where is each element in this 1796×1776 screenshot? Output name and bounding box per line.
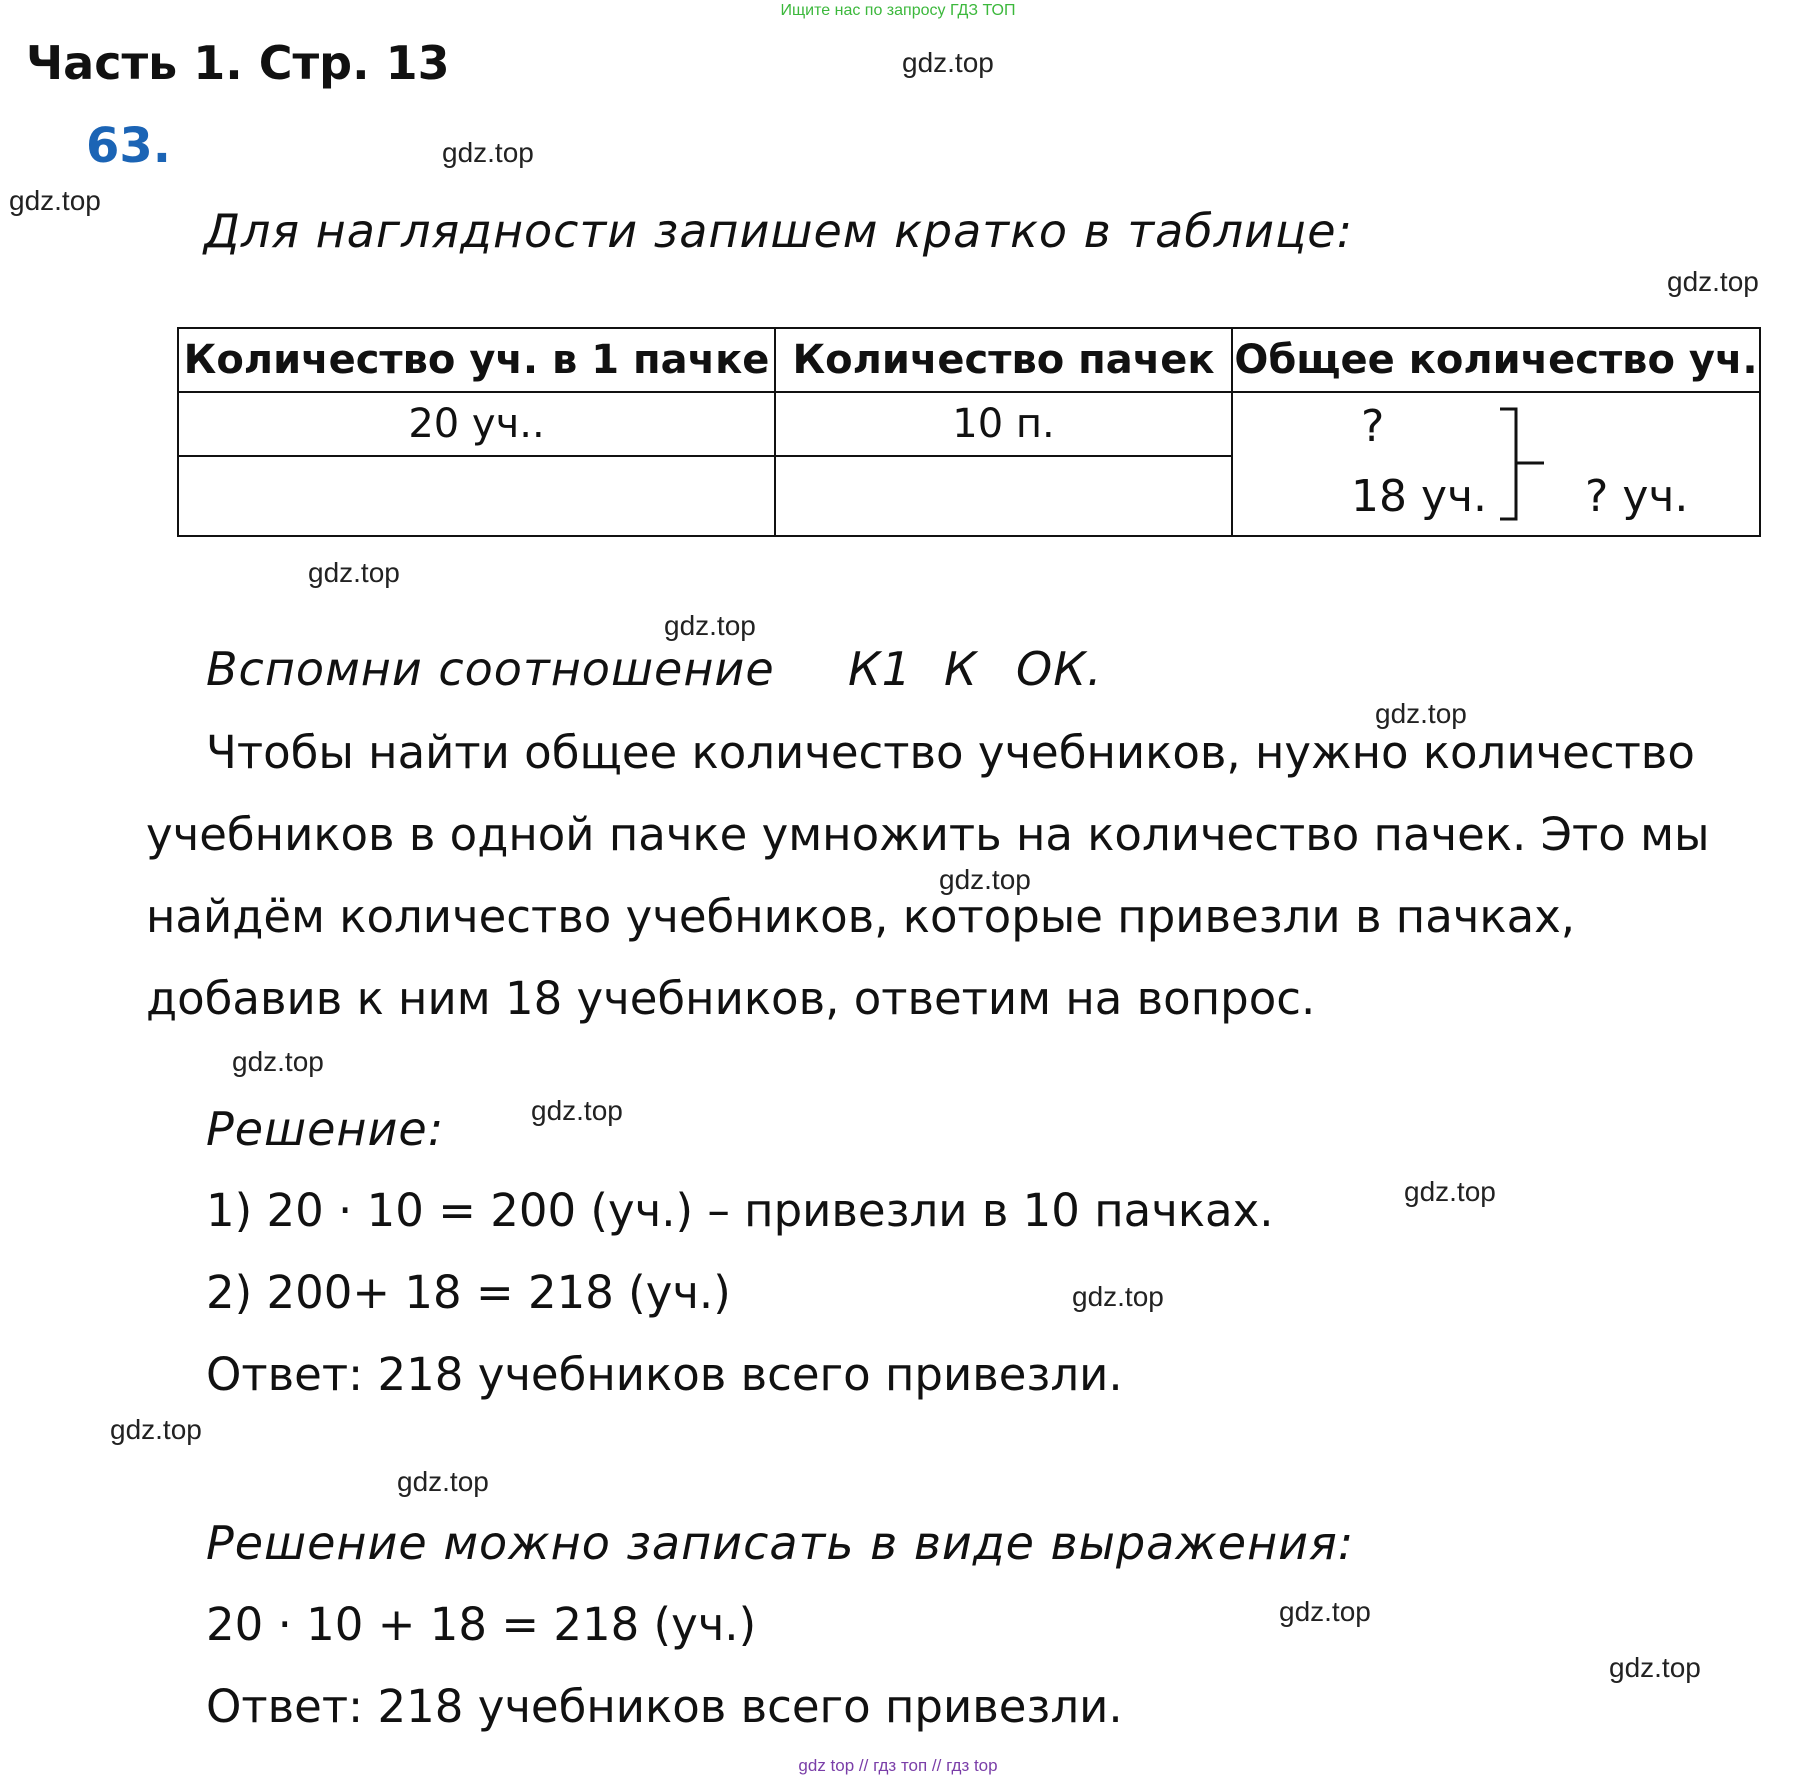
table-header: Количество уч. в 1 пачке [178, 328, 775, 392]
watermark: gdz.top [397, 1466, 489, 1497]
task-number: 63. [86, 118, 172, 174]
extra-value: 18 уч. [1351, 471, 1487, 522]
expression-title: Решение можно записать в виде выражения: [206, 1516, 1355, 1570]
table-cell [178, 456, 775, 536]
unknown-value: ? [1361, 401, 1385, 452]
solution-step: 1) 20 · 10 = 200 (уч.) – привезли в 10 пачках. [206, 1184, 1274, 1237]
footer-text: gdz top // гдз топ // гдз top [798, 1756, 998, 1775]
explanation-line: добавив к ним 18 учебников, ответим на вопрос. [146, 972, 1316, 1025]
explanation-line: Чтобы найти общее количество учебников, нужно количество [206, 726, 1695, 779]
watermark: gdz.top [1072, 1281, 1164, 1312]
relation-label: Вспомни соотношение [206, 642, 775, 696]
expression-formula: 20 · 10 + 18 = 218 (уч.) [206, 1598, 757, 1651]
top-banner: Ищите нас по запросу ГДЗ ТОП [780, 2, 1016, 19]
watermark: gdz.top [939, 864, 1031, 895]
watermark: gdz.top [1375, 698, 1467, 729]
watermark: gdz.top [1667, 266, 1759, 297]
table-cell [775, 456, 1232, 536]
watermark: gdz.top [110, 1414, 202, 1445]
explanation-line: найдём количество учебников, которые привезли в пачках, [146, 890, 1576, 943]
watermark: gdz.top [308, 557, 400, 588]
watermark: gdz.top [1609, 1652, 1701, 1683]
intro-text: Для наглядности запишем кратко в таблице: [204, 204, 1354, 258]
total-value: ? уч. [1585, 471, 1689, 522]
table-cell: 10 п. [775, 392, 1232, 456]
curly-brace-icon [1498, 407, 1558, 525]
table-header: Количество пачек [775, 328, 1232, 392]
explanation-line: учебников в одной пачке умножить на количество пачек. Это мы [146, 808, 1710, 861]
watermark: gdz.top [1279, 1596, 1371, 1627]
total-cell [1232, 392, 1760, 536]
relation-k1: К1 [848, 642, 912, 696]
solution-title: Решение: [206, 1102, 445, 1156]
page-title: Часть 1. Стр. 13 [26, 36, 450, 90]
short-record-table [177, 327, 1761, 537]
table-header: Общее количество уч. [1232, 328, 1760, 392]
relation-ok: ОК. [1016, 642, 1103, 696]
watermark: gdz.top [902, 47, 994, 78]
watermark: gdz.top [664, 610, 756, 641]
watermark: gdz.top [9, 185, 101, 216]
expression-answer: Ответ: 218 учебников всего привезли. [206, 1680, 1123, 1733]
watermark: gdz.top [1404, 1176, 1496, 1207]
relation-k: К [944, 642, 978, 696]
solution-answer: Ответ: 218 учебников всего привезли. [206, 1348, 1123, 1401]
watermark: gdz.top [442, 137, 534, 168]
watermark: gdz.top [531, 1095, 623, 1126]
watermark: gdz.top [232, 1046, 324, 1077]
table-cell: 20 уч.. [178, 392, 775, 456]
solution-step: 2) 200+ 18 = 218 (уч.) [206, 1266, 731, 1319]
